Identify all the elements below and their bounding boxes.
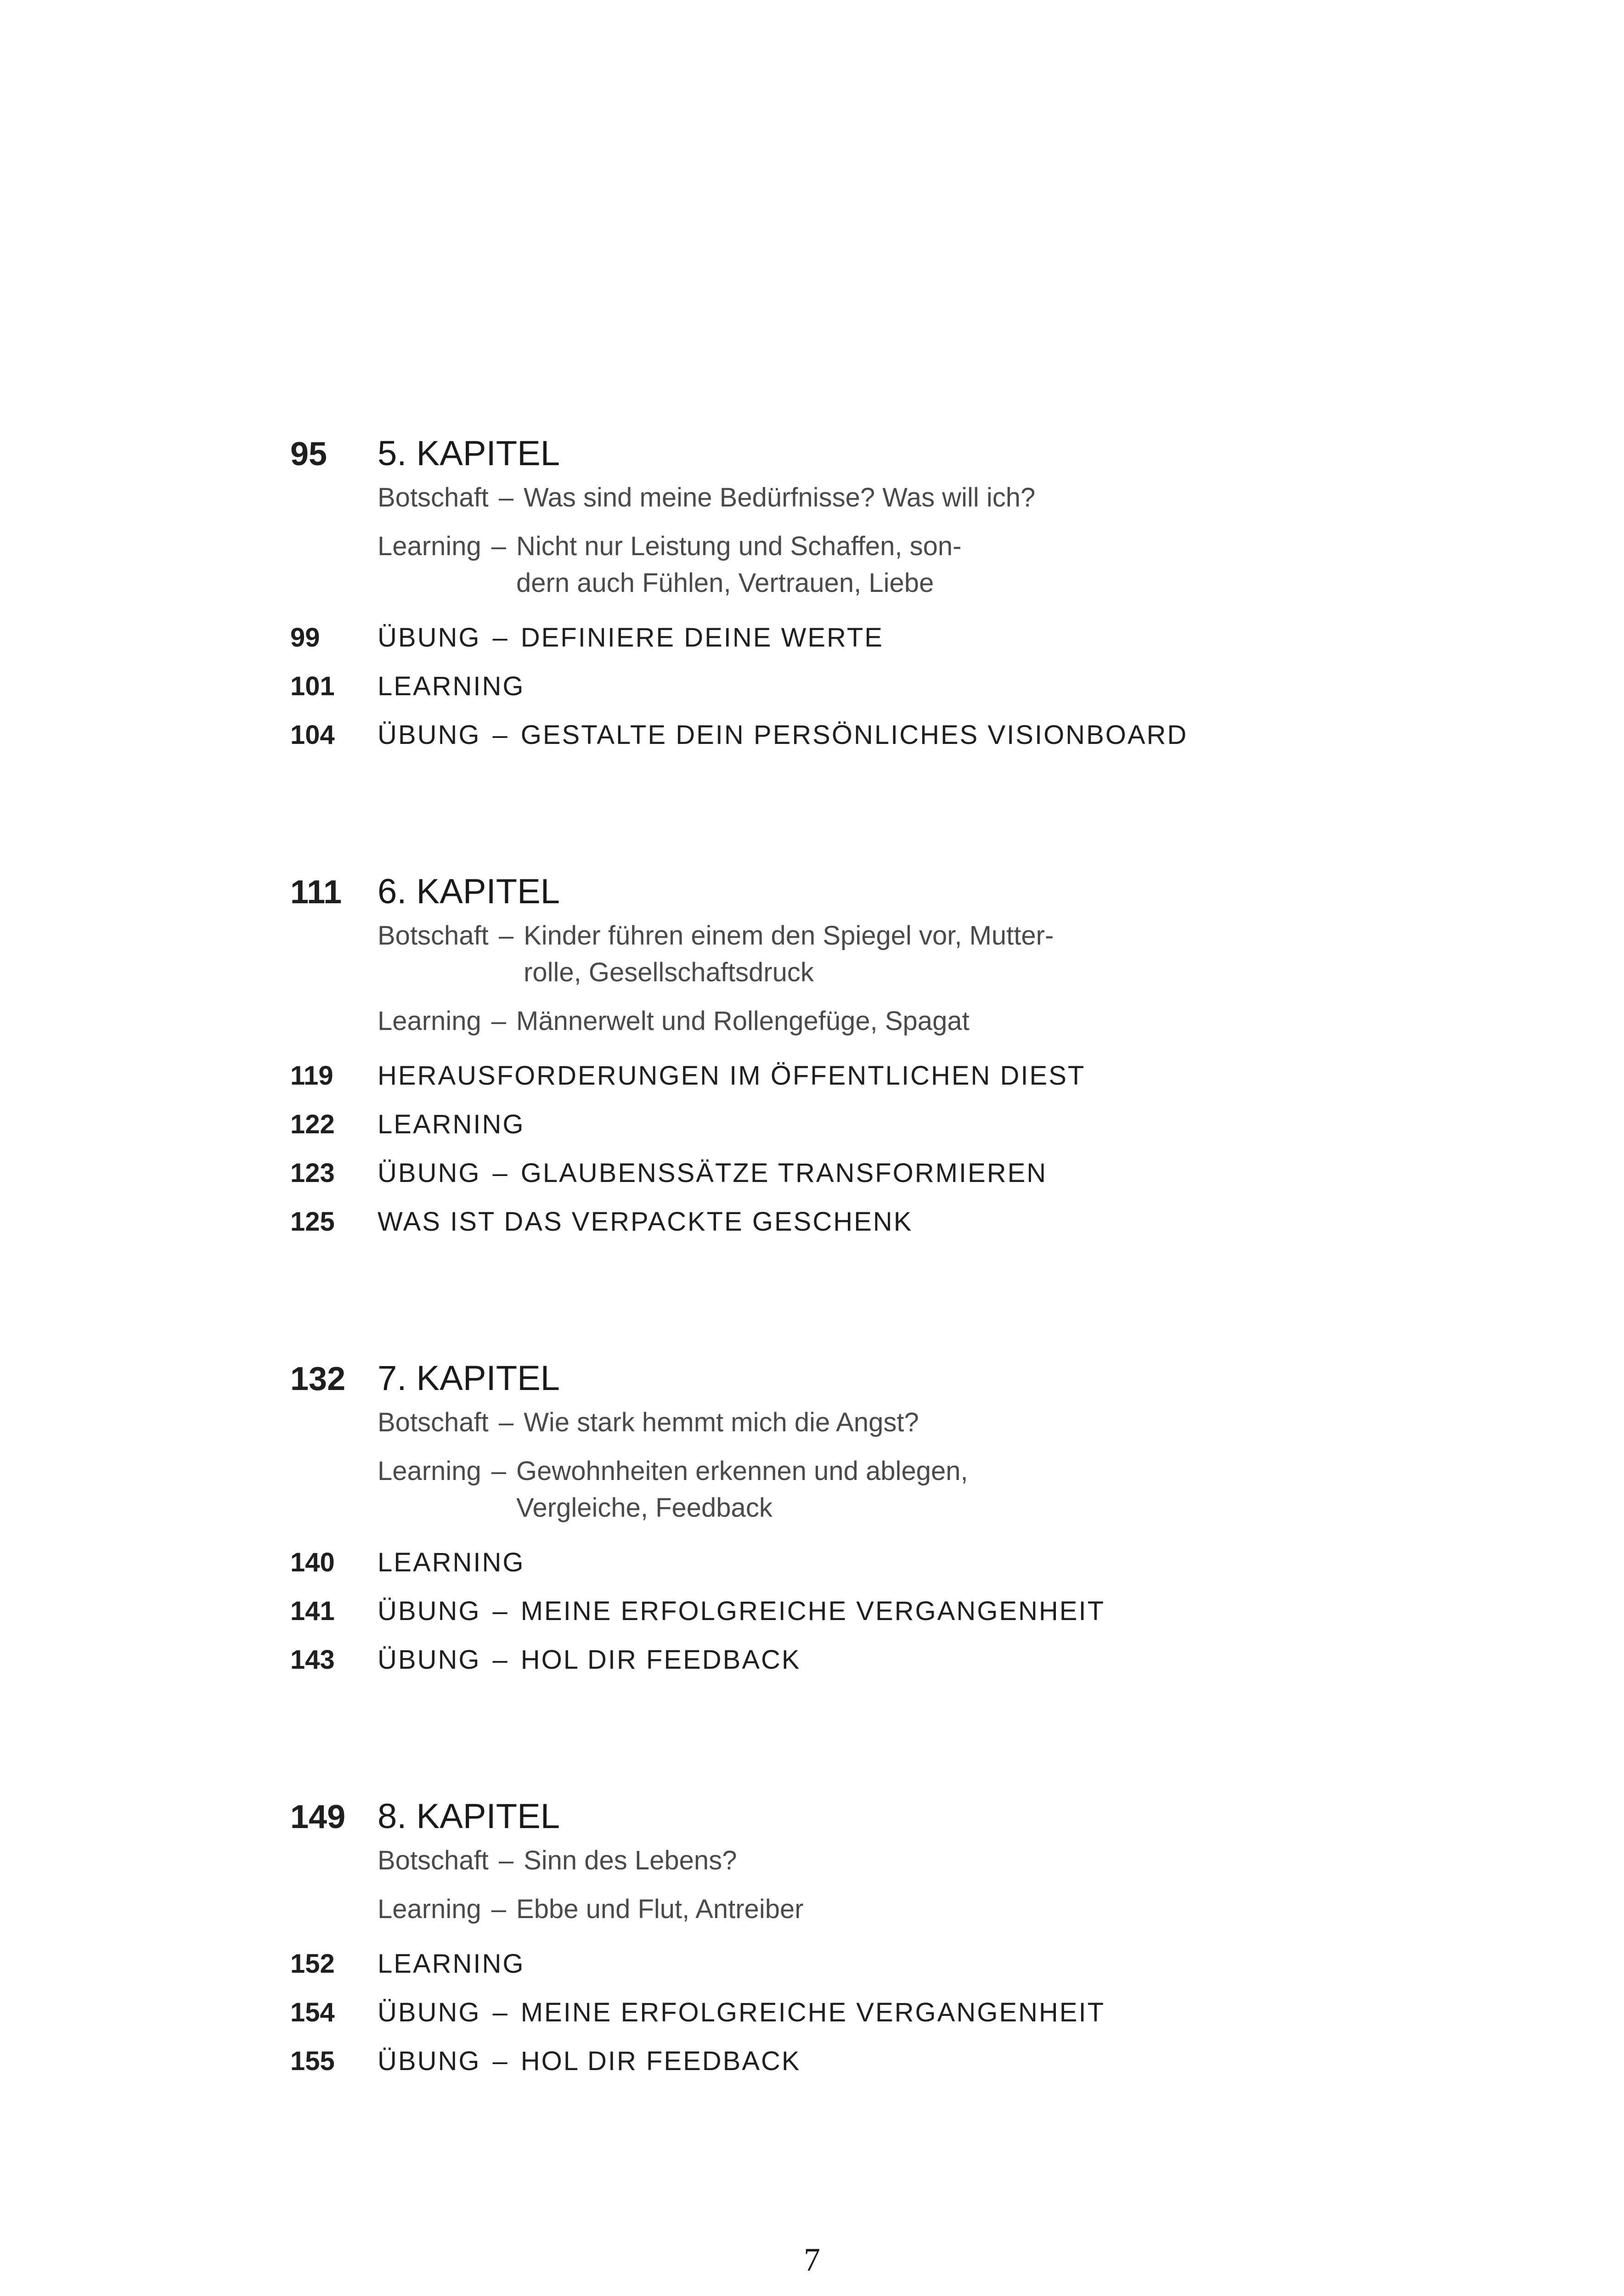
chapter-title: 8. KAPITEL xyxy=(378,1797,560,1836)
chapter-7 xyxy=(290,1356,1393,1684)
dash: – xyxy=(491,531,507,561)
entry-label: LEARNING xyxy=(378,1109,525,1139)
chapter-title: 5. KAPITEL xyxy=(378,434,560,473)
entry-page-number: 99 xyxy=(290,623,320,653)
entry-page-number: 104 xyxy=(290,720,335,750)
dash: – xyxy=(491,1456,507,1486)
subline-text: Kinder führen einem den Spiegel vor, Mutter- rolle, Gesellschaftsdruck xyxy=(524,921,1054,987)
chapter-subline xyxy=(290,1453,1393,1526)
dash: – xyxy=(492,1158,509,1188)
chapter-subline xyxy=(290,528,1393,602)
chapter-heading xyxy=(290,870,1393,914)
dash: – xyxy=(492,623,509,653)
entry-title: DEFINIERE DEINE WERTE xyxy=(520,623,884,653)
subline-label: Learning xyxy=(378,531,481,561)
dash: – xyxy=(492,720,509,750)
entry-page-number: 152 xyxy=(290,1949,335,1979)
chapter-title: 6. KAPITEL xyxy=(378,872,560,911)
entry-page-number: 141 xyxy=(290,1596,335,1626)
toc-entry xyxy=(290,1100,1393,1149)
toc-entry xyxy=(290,1587,1393,1636)
entry-page-number: 125 xyxy=(290,1207,335,1237)
chapter-subline xyxy=(290,479,1393,516)
toc-entry xyxy=(290,1988,1393,2037)
chapter-page-number: 132 xyxy=(290,1361,346,1397)
chapter-heading xyxy=(290,1795,1393,1839)
chapter-8 xyxy=(290,1795,1393,2086)
subline-text: Sinn des Lebens? xyxy=(524,1846,737,1875)
entry-title: MEINE ERFOLGREICHE VERGANGENHEIT xyxy=(520,1596,1105,1626)
subline-text: Was sind meine Bedürfnisse? Was will ich? xyxy=(524,483,1036,512)
subline-label: Botschaft xyxy=(378,921,489,951)
entry-title: HOL DIR FEEDBACK xyxy=(520,2046,801,2076)
entry-title: HOL DIR FEEDBACK xyxy=(520,1645,801,1675)
entry-label: LEARNING xyxy=(378,1949,525,1979)
entry-page-number: 123 xyxy=(290,1158,335,1188)
chapter-subline xyxy=(290,1891,1393,1928)
entry-title: MEINE ERFOLGREICHE VERGANGENHEIT xyxy=(520,1998,1105,2027)
entry-label: ÜBUNG xyxy=(378,1596,481,1626)
entry-label: ÜBUNG xyxy=(378,720,481,750)
entry-label: ÜBUNG xyxy=(378,2046,481,2076)
chapter-page-number: 111 xyxy=(290,874,342,911)
dash: – xyxy=(492,2046,509,2076)
entry-title: GESTALTE DEIN PERSÖNLICHES VISIONBOARD xyxy=(520,720,1188,750)
toc-entry xyxy=(290,613,1393,662)
toc-entry xyxy=(290,662,1393,711)
chapter-page-number: 95 xyxy=(290,436,327,473)
dash: – xyxy=(492,1645,509,1675)
toc-entry xyxy=(290,1940,1393,1988)
entry-label: LEARNING xyxy=(378,671,525,701)
toc-entry xyxy=(290,1538,1393,1587)
page-number: 7 xyxy=(804,2241,820,2278)
dash: – xyxy=(498,1407,514,1437)
subline-text: Männerwelt und Rollengefüge, Spagat xyxy=(516,1006,970,1036)
entry-page-number: 154 xyxy=(290,1998,335,2027)
dash: – xyxy=(498,483,514,512)
dash: – xyxy=(491,1894,507,1924)
subline-text: Wie stark hemmt mich die Angst? xyxy=(524,1407,919,1437)
table-of-contents xyxy=(290,432,1393,2196)
entry-page-number: 119 xyxy=(290,1061,333,1091)
chapter-heading xyxy=(290,1356,1393,1401)
subline-text: Ebbe und Flut, Antreiber xyxy=(516,1894,804,1924)
subline-text: Gewohnheiten erkennen und ablegen, Vergleiche, Feedback xyxy=(516,1456,968,1523)
dash: – xyxy=(498,921,514,951)
toc-entry xyxy=(290,1149,1393,1198)
entry-label: ÜBUNG xyxy=(378,623,481,653)
chapter-subline xyxy=(290,1842,1393,1879)
entry-label: HERAUSFORDERUNGEN IM ÖFFENTLICHEN DIEST xyxy=(378,1061,1086,1091)
chapter-6 xyxy=(290,870,1393,1246)
dash: – xyxy=(498,1846,514,1875)
entry-page-number: 143 xyxy=(290,1645,335,1675)
subline-label: Botschaft xyxy=(378,1846,489,1875)
chapter-title: 7. KAPITEL xyxy=(378,1359,560,1398)
chapter-subline xyxy=(290,917,1393,991)
dash: – xyxy=(491,1006,507,1036)
entry-label: WAS IST DAS VERPACKTE GESCHENK xyxy=(378,1207,913,1237)
subline-label: Learning xyxy=(378,1456,481,1486)
dash: – xyxy=(492,1596,509,1626)
subline-label: Botschaft xyxy=(378,1407,489,1437)
entry-label: ÜBUNG xyxy=(378,1158,481,1188)
entry-page-number: 122 xyxy=(290,1109,335,1139)
chapter-page-number: 149 xyxy=(290,1799,346,1835)
toc-entry xyxy=(290,711,1393,760)
entry-title: GLAUBENSSÄTZE TRANSFORMIEREN xyxy=(520,1158,1048,1188)
entry-label: ÜBUNG xyxy=(378,1645,481,1675)
subline-label: Learning xyxy=(378,1006,481,1036)
toc-entry xyxy=(290,1198,1393,1246)
toc-entry xyxy=(290,2037,1393,2086)
entry-page-number: 155 xyxy=(290,2046,335,2076)
dash: – xyxy=(492,1998,509,2027)
chapter-subline xyxy=(290,1003,1393,1040)
entry-page-number: 101 xyxy=(290,671,335,701)
subline-text: Nicht nur Leistung und Schaffen, son- dern auch Fühlen, Vertrauen, Liebe xyxy=(516,531,962,598)
entry-label: ÜBUNG xyxy=(378,1998,481,2027)
chapter-heading xyxy=(290,432,1393,476)
chapter-5 xyxy=(290,432,1393,760)
chapter-subline xyxy=(290,1404,1393,1441)
subline-label: Learning xyxy=(378,1894,481,1924)
entry-page-number: 140 xyxy=(290,1548,335,1577)
toc-entry xyxy=(290,1636,1393,1684)
subline-label: Botschaft xyxy=(378,483,489,512)
toc-entry xyxy=(290,1052,1393,1100)
entry-label: LEARNING xyxy=(378,1548,525,1577)
